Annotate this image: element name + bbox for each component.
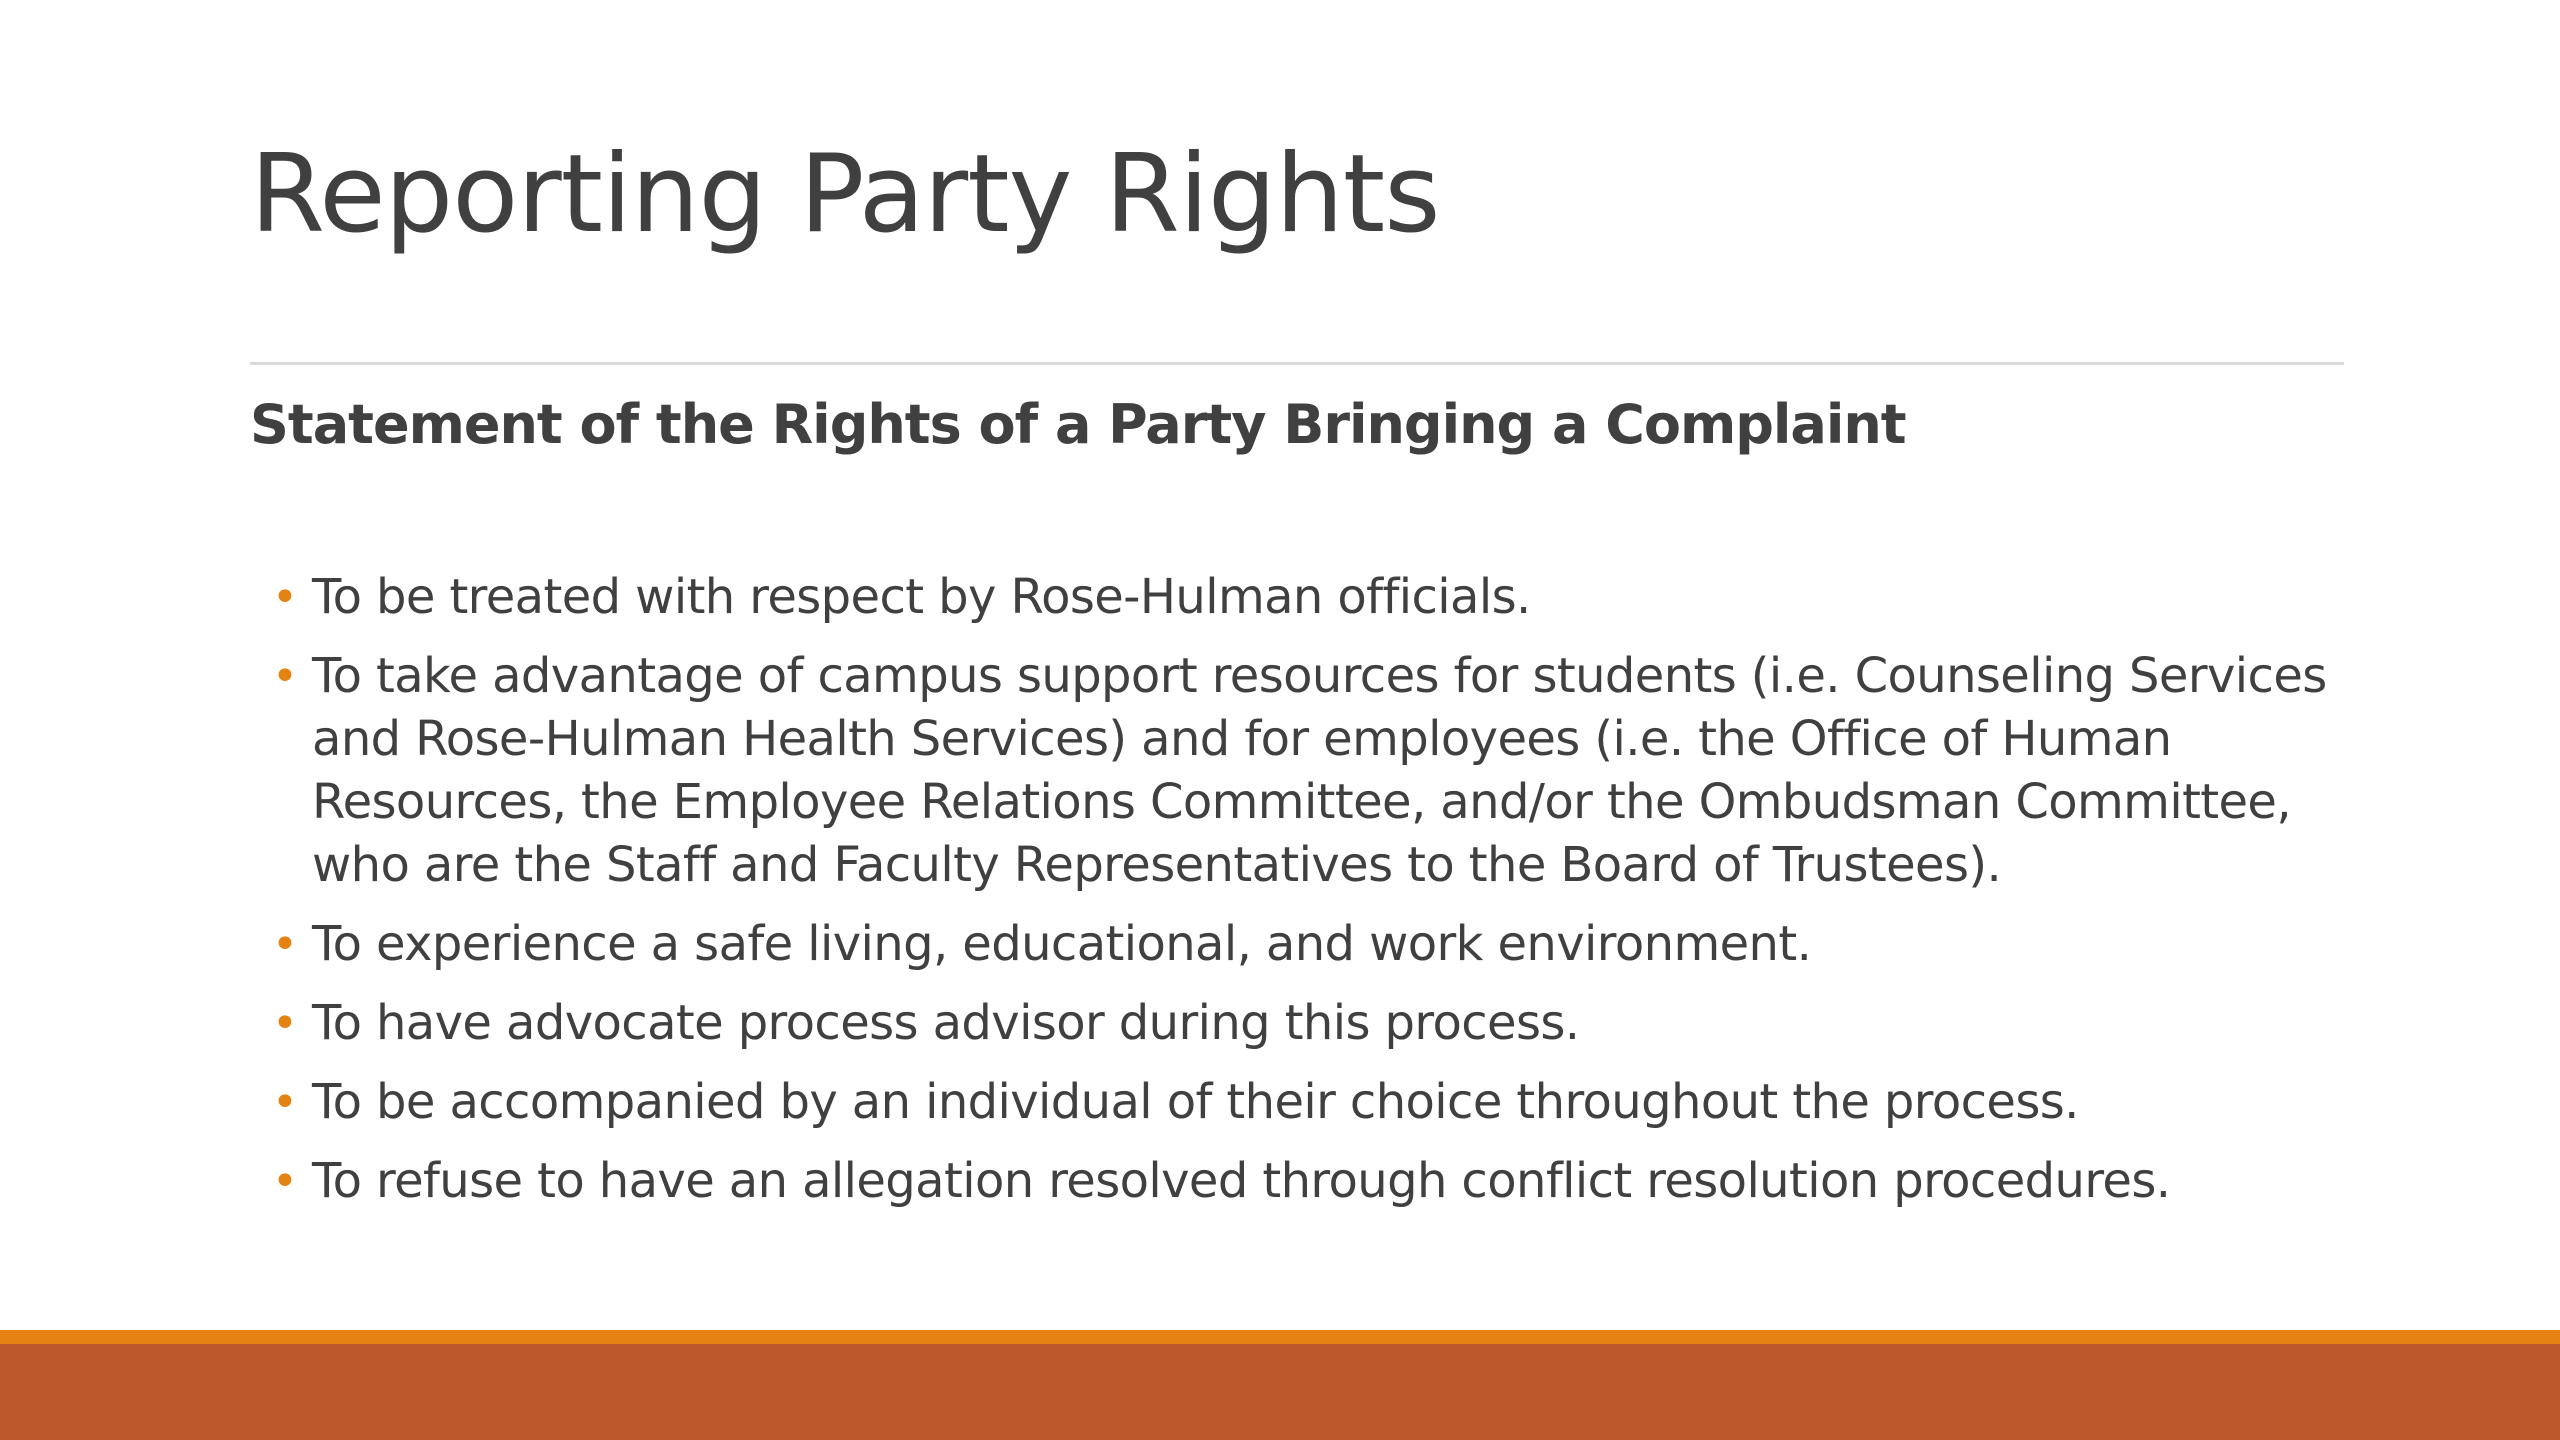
bullet-item (270, 1071, 2350, 1134)
bullet-text: To take advantage of campus support resources for students (i.e. Counseling Services and Rose-Hulman Health Services) and for employees (i.e. the Office of Human Resources, the Employee Relations Committee, and/or the Ombudsman Committee, who are the Staff and Faculty Representatives to the Board of Trustees). (312, 648, 2327, 893)
bullet-dot-icon: • (272, 998, 298, 1049)
bullet-dot-icon: • (272, 1156, 298, 1207)
bullet-item (270, 913, 2350, 976)
bullet-text: To be accompanied by an individual of their choice throughout the process. (312, 1074, 2079, 1130)
bullet-item (270, 566, 2350, 629)
slide-subtitle: Statement of the Rights of a Party Bringing a Complaint (250, 393, 1906, 456)
footer-bar (0, 1344, 2560, 1440)
bullet-item (270, 645, 2350, 897)
title-divider (250, 362, 2344, 365)
bullet-item (270, 1150, 2350, 1213)
footer-accent-stripe (0, 1330, 2560, 1344)
bullet-text: To be treated with respect by Rose-Hulman officials. (312, 569, 1531, 625)
bullet-text: To have advocate process advisor during this process. (312, 995, 1580, 1051)
footer-band (0, 1330, 2560, 1440)
bullet-dot-icon: • (272, 1077, 298, 1128)
bullet-dot-icon: • (272, 919, 298, 970)
bullet-text: To refuse to have an allegation resolved through conflict resolution procedures. (312, 1153, 2171, 1209)
bullet-dot-icon: • (272, 651, 298, 702)
bullet-list (270, 566, 2350, 1229)
slide-title: Reporting Party Rights (250, 132, 1440, 257)
bullet-item (270, 992, 2350, 1055)
bullet-dot-icon: • (272, 572, 298, 623)
bullet-text: To experience a safe living, educational, and work environment. (312, 916, 1812, 972)
